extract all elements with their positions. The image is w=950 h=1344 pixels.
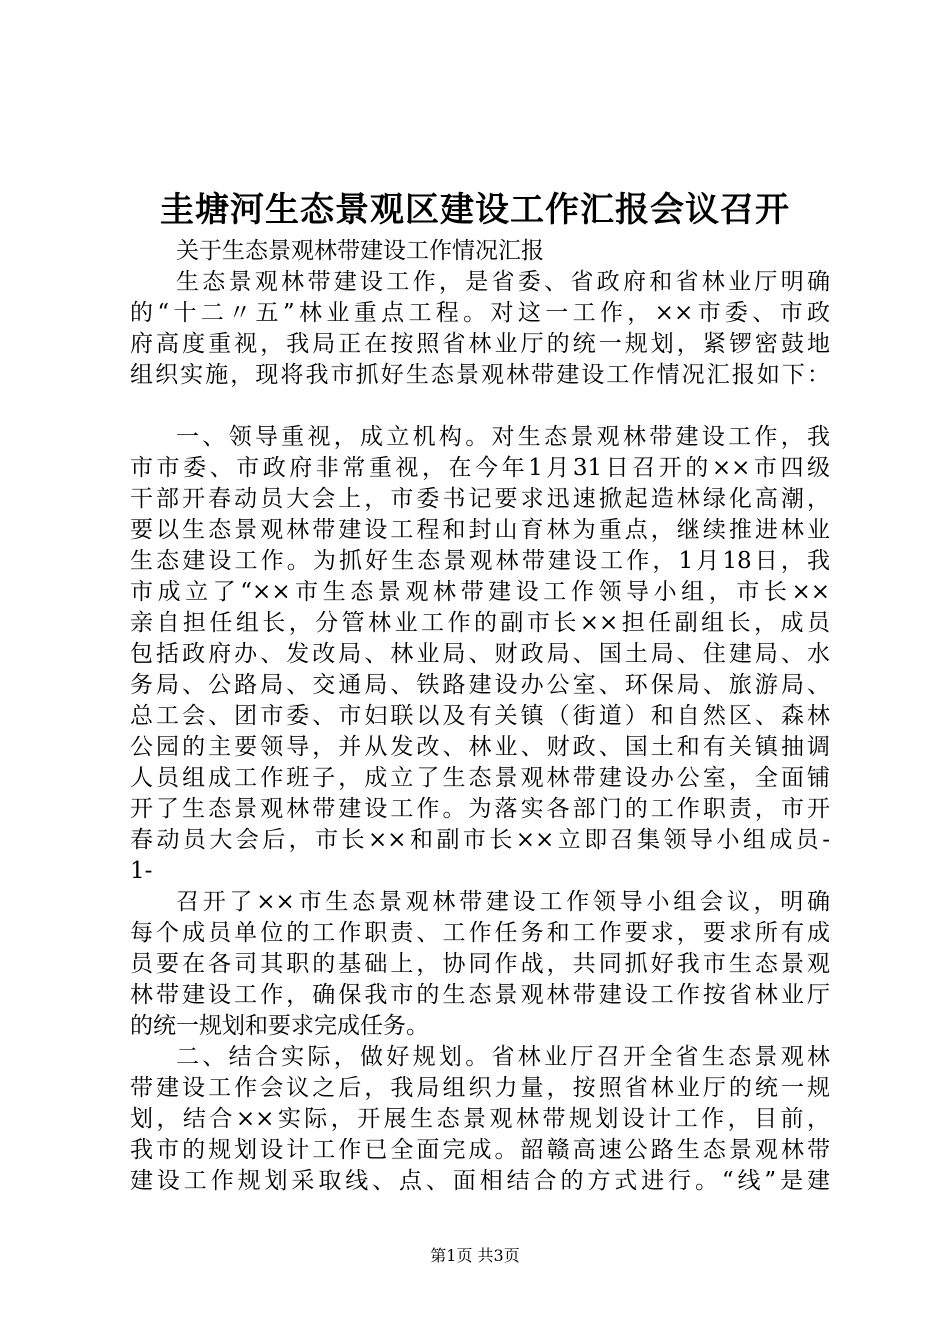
text-line: 市成立了“××市生态景观林带建设工作领导小组，市长×× — [130, 579, 830, 605]
text-line: 我市的规划设计工作已全面完成。韶赣高速公路生态景观林带 — [130, 1137, 830, 1163]
text-line: 春动员大会后，市长××和副市长××立即召集领导小组成员- — [130, 827, 830, 853]
page-footer: 第1页 共3页 — [430, 1246, 520, 1265]
text-line: 亲自担任组长，分管林业工作的副市长××担任副组长，成员 — [130, 610, 830, 636]
text-line: 府高度重视，我局正在按照省林业厅的统一规划，紧锣密鼓地 — [130, 331, 830, 357]
text-line: 的统一规划和要求完成任务。 — [130, 1013, 429, 1039]
text-line: 生态景观林带建设工作，是省委、省政府和省林业厅明确 — [176, 269, 830, 295]
text-line: 人员组成工作班子，成立了生态景观林带建设办公室，全面铺 — [130, 765, 830, 791]
text-line: 务局、公路局、交通局、铁路建设办公室、环保局、旅游局、 — [130, 672, 830, 698]
text-line: 要以生态景观林带建设工程和封山育林为重点，继续推进林业 — [130, 517, 830, 543]
text-line: 包括政府办、发改局、林业局、财政局、国土局、住建局、水 — [130, 641, 830, 667]
text-line: 划，结合××实际，开展生态景观林带规划设计工作，目前， — [130, 1106, 830, 1132]
blank-line — [130, 391, 830, 422]
document-body — [130, 236, 830, 1197]
text-line: 员要在各司其职的基础上，协同作战，共同抓好我市生态景观 — [130, 951, 830, 977]
text-line: 公园的主要领导，并从发改、林业、财政、国土和有关镇抽调 — [130, 734, 830, 760]
text-line: 组织实施，现将我市抓好生态景观林带建设工作情况汇报如下： — [130, 362, 830, 388]
text-line: 总工会、团市委、市妇联以及有关镇（街道）和自然区、森林 — [130, 703, 830, 729]
text-line: 关于生态景观林带建设工作情况汇报 — [176, 238, 544, 264]
text-line: 生态建设工作。为抓好生态景观林带建设工作，1月18日，我 — [130, 548, 830, 574]
text-line: 一、领导重视，成立机构。对生态景观林带建设工作，我 — [176, 424, 830, 450]
text-line: 召开了××市生态景观林带建设工作领导小组会议，明确 — [176, 889, 830, 915]
text-line: 带建设工作会议之后，我局组织力量，按照省林业厅的统一规 — [130, 1075, 830, 1101]
text-line: 的“十二〃五”林业重点工程。对这一工作，××市委、市政 — [130, 300, 830, 326]
text-line: 每个成员单位的工作职责、工作任务和工作要求，要求所有成 — [130, 920, 830, 946]
text-line: 林带建设工作，确保我市的生态景观林带建设工作按省林业厅 — [130, 982, 830, 1008]
text-line: 开了生态景观林带建设工作。为落实各部门的工作职责，市开 — [130, 796, 830, 822]
document-title: 圭塘河生态景观区建设工作汇报会议召开 — [160, 190, 790, 230]
text-line: 建设工作规划采取线、点、面相结合的方式进行。“线”是建 — [130, 1168, 830, 1194]
text-line: 市市委、市政府非常重视，在今年1月31日召开的××市四级 — [130, 455, 830, 481]
text-line: 二、结合实际，做好规划。省林业厅召开全省生态景观林 — [176, 1044, 830, 1070]
text-line: 干部开春动员大会上，市委书记要求迅速掀起造林绿化高潮， — [130, 486, 830, 512]
text-line: 1- — [130, 858, 153, 884]
